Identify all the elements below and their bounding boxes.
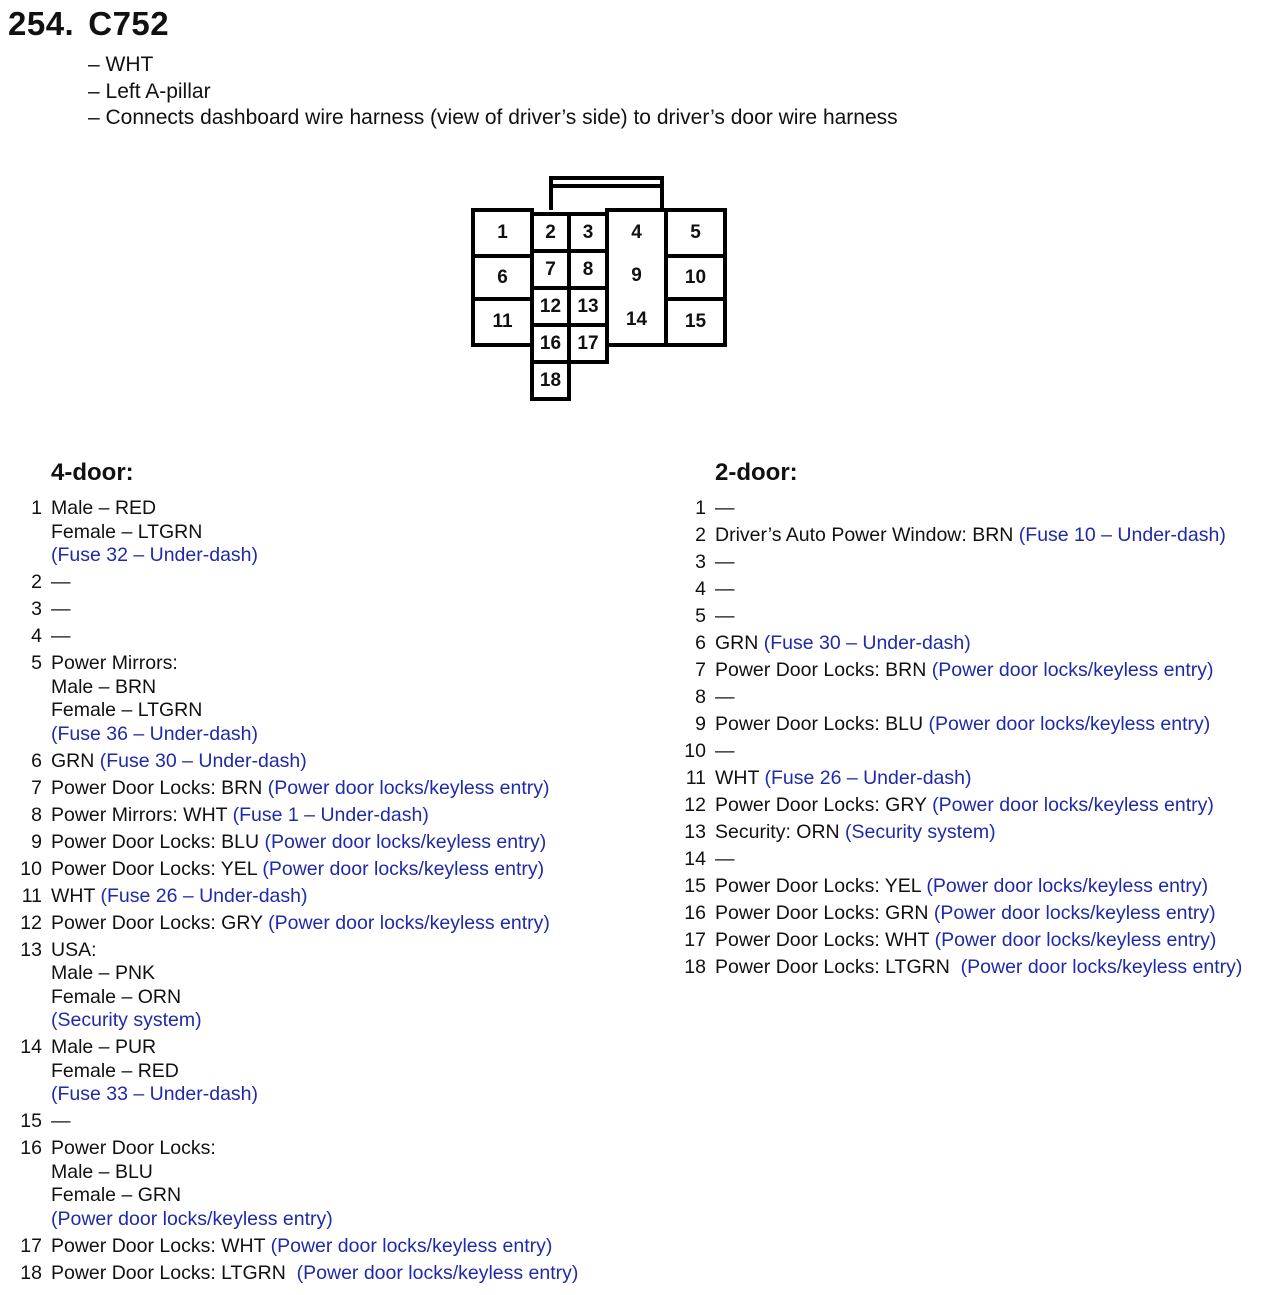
pin-description: Male – PUR xyxy=(51,1036,157,1058)
circuit-reference-link[interactable]: (Power door locks/keyless entry) xyxy=(934,929,1217,951)
pin-description: — xyxy=(51,598,71,620)
pin-description: — xyxy=(715,740,735,762)
cavity-6: 6 xyxy=(497,266,508,288)
pin-entry xyxy=(684,713,1242,737)
pin-number: 10 xyxy=(20,857,42,880)
pin-line xyxy=(715,497,1242,521)
pin-entry xyxy=(20,1137,578,1231)
circuit-reference-link[interactable]: (Fuse 10 – Under-dash) xyxy=(1018,524,1226,546)
pin-line xyxy=(51,521,578,545)
pin-entry xyxy=(20,1235,578,1259)
pin-number: 15 xyxy=(684,875,706,897)
pin-number: 18 xyxy=(20,1261,42,1284)
pin-number: 15 xyxy=(20,1110,42,1132)
pin-description: Female – LTGRN xyxy=(51,699,203,721)
pin-description: Power Door Locks: BLU xyxy=(51,830,265,853)
pin-number: 14 xyxy=(684,848,706,870)
pin-line xyxy=(51,497,578,521)
pin-line xyxy=(51,723,578,747)
pin-number: 8 xyxy=(695,686,706,708)
circuit-reference-link[interactable]: (Security system) xyxy=(845,821,996,843)
pin-line xyxy=(715,848,1242,872)
pin-entry xyxy=(20,912,578,936)
circuit-reference-link[interactable]: (Fuse 26 – Under-dash) xyxy=(100,884,308,907)
pin-entry xyxy=(20,885,578,909)
pin-number: 17 xyxy=(20,1234,42,1257)
pin-entry xyxy=(20,652,578,746)
pin-description: Power Door Locks: GRY xyxy=(51,911,269,934)
pin-number: 13 xyxy=(20,938,42,961)
pin-entry xyxy=(20,497,578,568)
pin-description: Power Door Locks: BRN xyxy=(715,659,932,681)
pin-entry xyxy=(20,1036,578,1107)
pin-description: Power Door Locks: GRY xyxy=(715,794,933,816)
pin-line xyxy=(51,1083,578,1107)
pin-description: Power Door Locks: GRN xyxy=(715,902,934,924)
pin-line xyxy=(715,875,1242,899)
pin-number: 3 xyxy=(31,598,42,620)
pin-number: 6 xyxy=(31,749,42,772)
pin-line xyxy=(715,929,1242,953)
circuit-reference-link[interactable]: (Fuse 36 – Under-dash) xyxy=(51,722,259,745)
pin-entry xyxy=(684,794,1242,818)
pin-entry xyxy=(684,740,1242,764)
pin-number: 12 xyxy=(20,911,42,934)
four-door-heading: 4-door: xyxy=(51,459,134,486)
pin-line xyxy=(715,632,1242,656)
pin-line xyxy=(715,713,1242,737)
pin-line xyxy=(715,659,1242,683)
pin-line xyxy=(51,750,578,774)
pin-description: Female – GRN xyxy=(51,1184,182,1206)
cavity-7: 7 xyxy=(545,258,556,280)
pin-entry xyxy=(684,632,1242,656)
page-title xyxy=(8,4,169,44)
cavity-8: 8 xyxy=(582,258,594,280)
pin-number: 6 xyxy=(695,632,706,654)
cavity-10: 10 xyxy=(684,266,707,288)
cavity-1: 1 xyxy=(497,222,508,243)
cavity-9: 9 xyxy=(631,265,642,286)
pin-line xyxy=(51,858,578,882)
pin-description: — xyxy=(51,625,71,647)
pin-number: 11 xyxy=(21,884,42,907)
pin-description: Security: ORN xyxy=(715,821,846,843)
circuit-reference-link[interactable]: (Fuse 26 – Under-dash) xyxy=(764,767,972,789)
pin-entry xyxy=(684,551,1242,575)
pin-entry xyxy=(684,902,1242,926)
pin-description: — xyxy=(51,571,71,593)
circuit-reference-link[interactable]: (Power door locks/keyless entry) xyxy=(270,1234,553,1257)
pin-line xyxy=(51,1009,578,1033)
pin-description: Driver’s Auto Power Window: BRN xyxy=(715,524,1019,546)
pin-description: — xyxy=(715,551,735,573)
pin-line xyxy=(51,1161,578,1185)
pin-line xyxy=(715,740,1242,764)
circuit-reference-link[interactable]: (Fuse 33 – Under-dash) xyxy=(51,1083,259,1105)
cavity-14: 14 xyxy=(625,309,648,330)
pin-entry xyxy=(20,1262,578,1286)
pin-number: 7 xyxy=(695,659,706,681)
pin-line xyxy=(51,939,578,963)
note-location: – Left A-pillar xyxy=(88,79,211,103)
pin-description: Power Door Locks: YEL xyxy=(51,857,263,880)
pin-entry xyxy=(20,571,578,595)
connector-number: 254. xyxy=(8,5,75,42)
pin-description: Power Door Locks: BRN xyxy=(51,776,268,799)
pin-line xyxy=(51,699,578,723)
cavity-13: 13 xyxy=(577,295,599,317)
two-door-heading: 2-door: xyxy=(715,459,798,486)
circuit-reference-link[interactable]: (Fuse 1 – Under-dash) xyxy=(232,803,429,826)
pin-line xyxy=(51,962,578,986)
pin-number: 9 xyxy=(31,830,42,853)
pin-entry xyxy=(20,939,578,1033)
pin-entry xyxy=(684,767,1242,791)
pin-description: Male – RED xyxy=(51,497,157,519)
pin-line xyxy=(715,551,1242,575)
pin-entry xyxy=(20,625,578,649)
pin-line xyxy=(715,578,1242,602)
pin-entry xyxy=(20,1110,578,1134)
pin-line xyxy=(51,598,578,622)
pin-number: 18 xyxy=(684,956,706,978)
pin-number: 9 xyxy=(695,713,706,735)
pin-line xyxy=(51,544,578,568)
pin-number: 4 xyxy=(695,578,706,600)
pin-number: 8 xyxy=(31,803,42,826)
pin-number: 2 xyxy=(695,524,706,546)
pin-description: Female – ORN xyxy=(51,985,182,1008)
pin-entry xyxy=(20,804,578,828)
pin-description: Power Door Locks: YEL xyxy=(715,875,927,897)
pin-line xyxy=(715,767,1242,791)
pin-number: 2 xyxy=(31,571,42,593)
pin-description: Power Door Locks: BLU xyxy=(715,713,929,735)
circuit-reference-link[interactable]: (Power door locks/keyless entry) xyxy=(932,794,1214,816)
pin-line xyxy=(51,625,578,649)
cavity-2: 2 xyxy=(545,221,556,243)
pin-description: — xyxy=(715,686,735,708)
pin-description: Male – PNK xyxy=(51,962,156,984)
pin-entry xyxy=(684,578,1242,602)
circuit-reference-link[interactable]: (Power door locks/keyless entry) xyxy=(926,875,1209,897)
pin-description: Power Mirrors: WHT xyxy=(51,803,233,826)
pin-description: Power Door Locks: WHT xyxy=(715,929,935,951)
pin-entry xyxy=(684,659,1242,683)
cavity-17: 17 xyxy=(577,332,599,354)
pin-line xyxy=(51,1235,578,1259)
pin-number: 7 xyxy=(31,776,42,799)
note-connects: – Connects dashboard wire harness (view of driver’s side) to driver’s door wire harness xyxy=(88,106,898,129)
connector-id: C752 xyxy=(88,5,170,42)
pin-description: Power Door Locks: LTGRN xyxy=(51,1261,297,1284)
pin-entry xyxy=(20,750,578,774)
pin-description: Power Door Locks: xyxy=(51,1137,216,1159)
circuit-reference-link[interactable]: (Power door locks/keyless entry) xyxy=(928,713,1211,735)
pin-entry xyxy=(684,929,1242,953)
pin-description: — xyxy=(715,605,735,627)
circuit-reference-link[interactable]: (Power door locks/keyless entry) xyxy=(960,956,1243,978)
circuit-reference-link[interactable]: (Power door locks/keyless entry) xyxy=(268,911,550,934)
pin-entry xyxy=(20,858,578,882)
pin-line xyxy=(51,571,578,595)
pin-line xyxy=(715,605,1242,629)
circuit-reference-link[interactable]: (Power door locks/keyless entry) xyxy=(931,659,1214,681)
pin-number: 4 xyxy=(31,625,42,647)
pin-line xyxy=(51,1208,578,1232)
cavity-16: 16 xyxy=(539,332,562,354)
pin-entry xyxy=(684,605,1242,629)
pin-description: Female – RED xyxy=(51,1059,179,1082)
pin-number: 17 xyxy=(684,929,706,951)
circuit-reference-link[interactable]: (Power door locks/keyless entry) xyxy=(267,776,550,799)
circuit-reference-link[interactable]: (Fuse 32 – Under-dash) xyxy=(51,544,259,566)
pin-entry xyxy=(684,686,1242,710)
pin-line xyxy=(51,986,578,1010)
pin-line xyxy=(715,524,1242,548)
cavity-5: 5 xyxy=(690,222,701,243)
pin-entry xyxy=(20,777,578,801)
pin-line xyxy=(51,1184,578,1208)
cavity-3: 3 xyxy=(582,221,594,243)
pin-line xyxy=(715,686,1242,710)
connector-notes xyxy=(88,52,898,132)
pin-number: 5 xyxy=(695,605,706,627)
cavity-15: 15 xyxy=(684,311,707,332)
pin-line xyxy=(51,676,578,700)
circuit-reference-link[interactable]: (Power door locks/keyless entry) xyxy=(264,830,547,853)
note-color: – WHT xyxy=(88,53,154,76)
pin-entry xyxy=(20,598,578,622)
pin-line xyxy=(51,777,578,801)
cavity-12: 12 xyxy=(539,295,562,317)
pin-number: 3 xyxy=(695,551,706,573)
pin-description: Male – BLU xyxy=(51,1160,153,1183)
pin-entry xyxy=(684,497,1242,521)
circuit-reference-link[interactable]: (Fuse 30 – Under-dash) xyxy=(99,749,307,772)
circuit-reference-link[interactable]: (Power door locks/keyless entry) xyxy=(296,1261,579,1284)
pin-description: Female – LTGRN xyxy=(51,520,203,543)
connector-diagram xyxy=(470,175,730,405)
pin-number: 1 xyxy=(31,497,42,519)
pin-description: Power Door Locks: LTGRN xyxy=(715,956,961,978)
pin-number: 16 xyxy=(20,1137,42,1159)
circuit-reference-link[interactable]: (Power door locks/keyless entry) xyxy=(262,857,545,880)
pin-number: 10 xyxy=(684,740,706,762)
circuit-reference-link[interactable]: (Power door locks/keyless entry) xyxy=(51,1207,333,1230)
pin-line xyxy=(51,1036,578,1060)
pin-line xyxy=(51,652,578,676)
pin-line xyxy=(51,804,578,828)
two-door-pin-list xyxy=(684,497,1242,983)
pin-line xyxy=(715,956,1242,980)
pin-number: 16 xyxy=(684,902,706,924)
pin-line xyxy=(51,1110,578,1134)
circuit-reference-link[interactable]: (Power door locks/keyless entry) xyxy=(933,902,1216,924)
pin-entry xyxy=(684,524,1242,548)
pin-description: USA: xyxy=(51,938,97,961)
pin-description: GRN xyxy=(715,632,764,654)
four-door-pin-list xyxy=(20,497,578,1289)
pin-number: 5 xyxy=(31,652,42,674)
pin-line xyxy=(51,912,578,936)
pin-line xyxy=(51,1137,578,1161)
pin-number: 12 xyxy=(684,794,706,816)
pin-entry xyxy=(684,956,1242,980)
pin-number: 1 xyxy=(695,497,706,519)
pin-description: — xyxy=(715,848,735,870)
pin-entry xyxy=(684,821,1242,845)
circuit-reference-link[interactable]: (Security system) xyxy=(51,1009,202,1031)
pin-line xyxy=(51,885,578,909)
pin-description: Male – BRN xyxy=(51,675,157,698)
pin-description: Power Door Locks: WHT xyxy=(51,1234,271,1257)
pin-description: Power Mirrors: xyxy=(51,652,178,674)
pin-entry xyxy=(684,848,1242,872)
pin-description: WHT xyxy=(51,884,101,907)
pin-line xyxy=(715,794,1242,818)
pin-description: — xyxy=(715,578,735,600)
pin-entry xyxy=(20,831,578,855)
pin-number: 11 xyxy=(685,767,706,789)
cavity-18: 18 xyxy=(539,369,562,391)
pin-line xyxy=(51,831,578,855)
cavity-4: 4 xyxy=(631,222,642,243)
pin-line xyxy=(715,902,1242,926)
pin-number: 14 xyxy=(20,1036,42,1058)
pin-description: GRN xyxy=(51,749,100,772)
cavity-11: 11 xyxy=(492,311,513,332)
pin-line xyxy=(51,1262,578,1286)
pin-number: 13 xyxy=(684,821,706,843)
pin-description: WHT xyxy=(715,767,765,789)
circuit-reference-link[interactable]: (Fuse 30 – Under-dash) xyxy=(763,632,971,654)
pin-entry xyxy=(684,875,1242,899)
pin-description: — xyxy=(715,497,735,519)
pin-description: — xyxy=(51,1110,71,1132)
pin-line xyxy=(51,1060,578,1084)
pin-line xyxy=(715,821,1242,845)
